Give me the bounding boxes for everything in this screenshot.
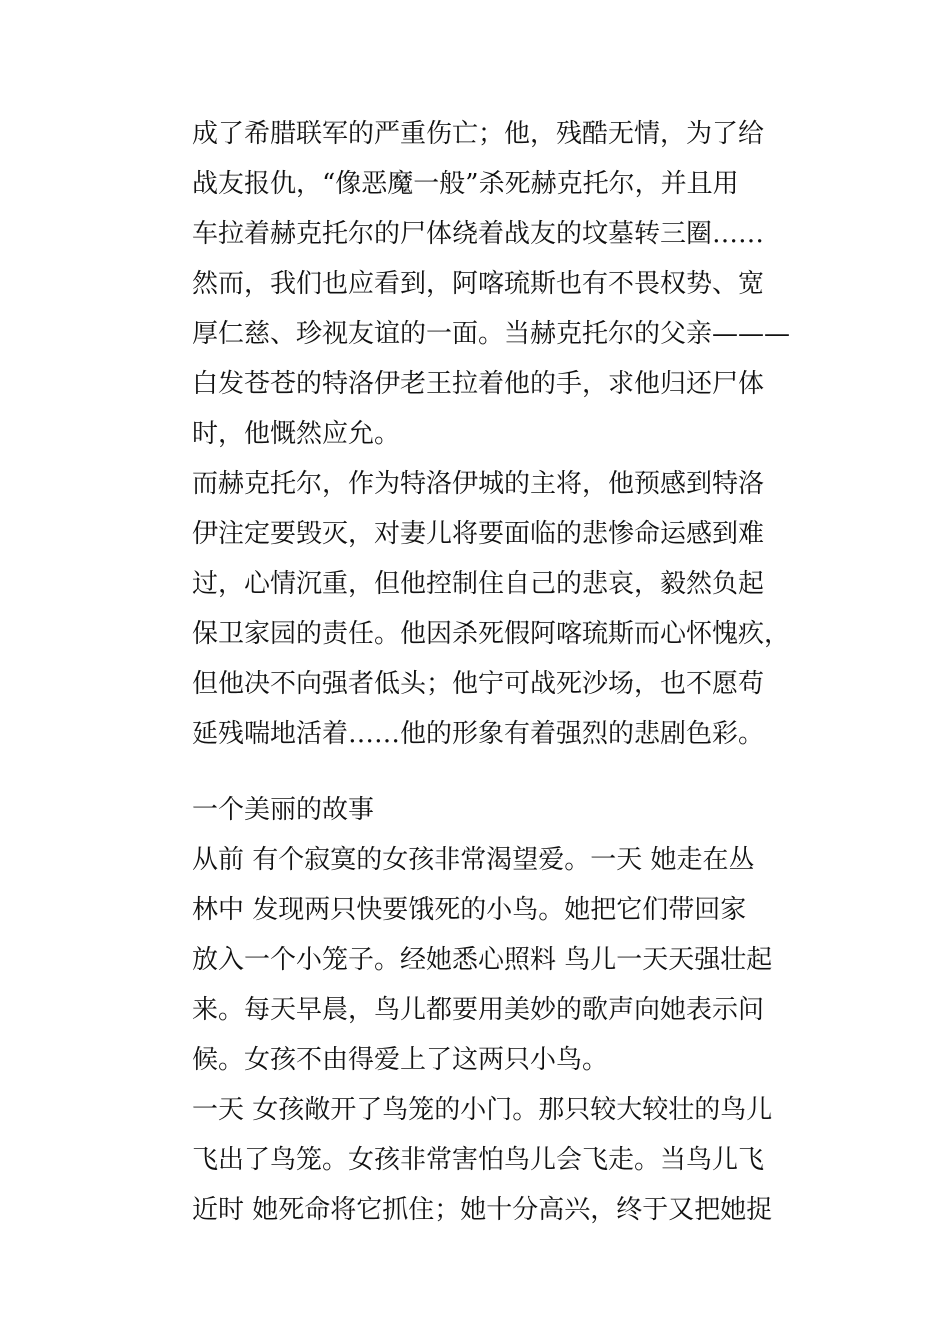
paragraph-line: 但他决不向强者低头；他宁可战死沙场，也不愿苟 [192, 669, 765, 699]
paragraph-line: 飞出了鸟笼。女孩非常害怕鸟儿会飞走。当鸟儿飞 [192, 1145, 765, 1175]
document-body [192, 116, 791, 1242]
paragraph-line: 过，心情沉重，但他控制住自己的悲哀，毅然负起 [192, 569, 765, 599]
paragraph-line: 而赫克托尔，作为特洛伊城的主将，他预感到特洛 [192, 469, 765, 499]
paragraph-line: 放入一个小笼子。经她悉心照料 鸟儿一天天强壮起 [192, 945, 773, 975]
paragraph-line: 候。女孩不由得爱上了这两只小鸟。 [192, 1045, 609, 1075]
paragraph-line: 车拉着赫克托尔的尸体绕着战友的坟墓转三圈…… [192, 219, 765, 249]
paragraph-line: 时，他慨然应允。 [192, 419, 401, 449]
paragraph-line: 成了希腊联军的严重伤亡；他，残酷无情，为了给 [192, 119, 765, 149]
paragraph-line: 从前 有个寂寞的女孩非常渴望爱。一天 她走在丛 [192, 845, 755, 875]
paragraph-line: 林中 发现两只快要饿死的小鸟。她把它们带回家 [192, 895, 747, 925]
paragraph-line: 然而，我们也应看到，阿喀琉斯也有不畏权势、宽 [192, 269, 765, 299]
paragraph-line: 保卫家园的责任。他因杀死假阿喀琉斯而心怀愧疚， [192, 619, 791, 649]
paragraph-line: 来。每天早晨，鸟儿都要用美妙的歌声向她表示问 [192, 995, 765, 1025]
paragraph-line: 近时 她死命将它抓住；她十分高兴，终于又把她捉 [192, 1195, 773, 1225]
paragraph-line: 战友报仇，“像恶魔一般”杀死赫克托尔，并且用 [192, 169, 739, 199]
paragraph-line: 厚仁慈、珍视友谊的一面。当赫克托尔的父亲——— [192, 319, 791, 349]
section-title: 一个美丽的故事 [192, 795, 375, 825]
paragraph-line: 一天 女孩敞开了鸟笼的小门。那只较大较壮的鸟儿 [192, 1095, 773, 1125]
paragraph-line: 延残喘地活着……他的形象有着强烈的悲剧色彩。 [192, 719, 765, 749]
paragraph-line: 白发苍苍的特洛伊老王拉着他的手，求他归还尸体 [192, 369, 765, 399]
paragraph-line: 伊注定要毁灭，对妻儿将要面临的悲惨命运感到难 [192, 519, 765, 549]
